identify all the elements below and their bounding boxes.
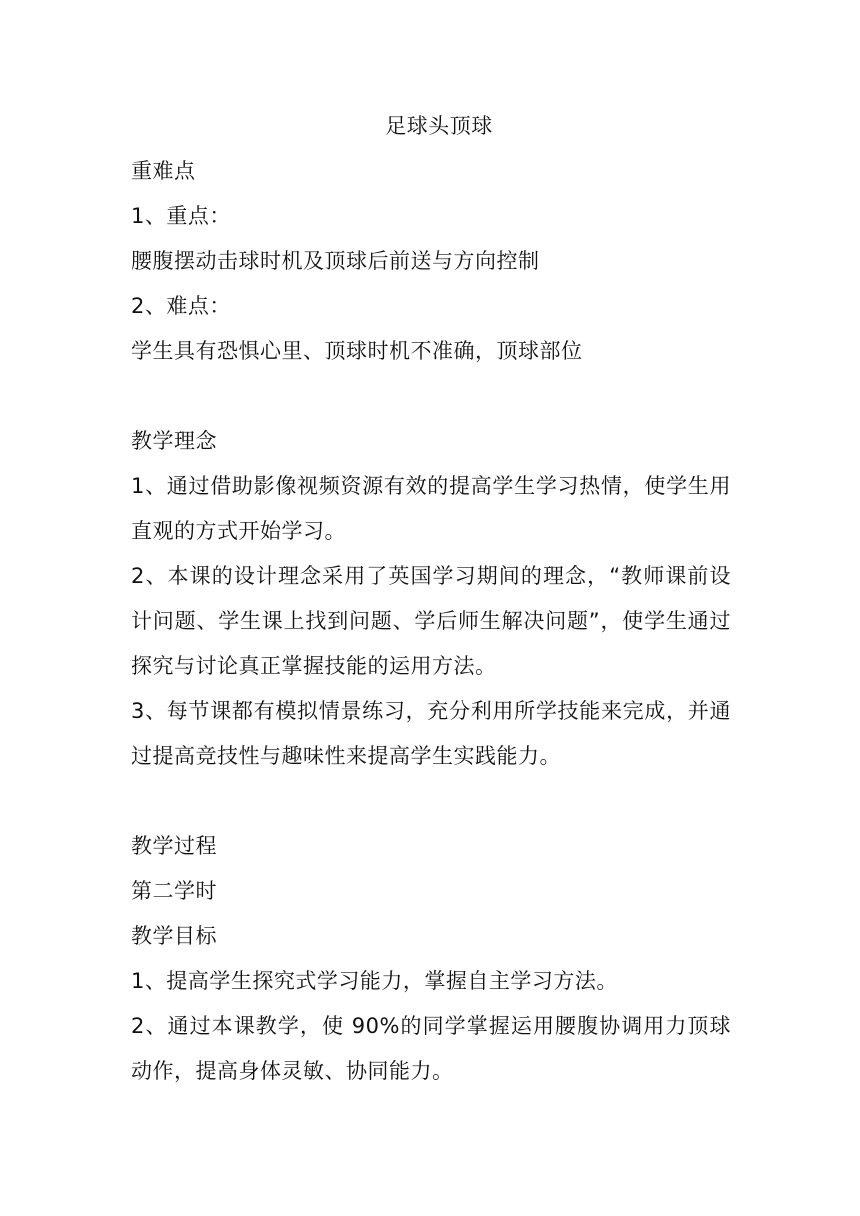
philosophy-item-2: 2、本课的设计理念采用了英国学习期间的理念，“教师课前设计问题、学生课上找到问题、学后师生解决问题”，使学生通过探究与讨论真正掌握技能的运用方法。 (131, 564, 731, 678)
document-title: 足球头顶球 (385, 114, 493, 138)
difficult-point-text: 学生具有恐惧心里、顶球时机不准确，顶球部位 (131, 339, 583, 363)
philosophy-heading: 教学理念 (131, 429, 217, 453)
difficulty-heading: 重难点 (131, 159, 196, 183)
objective-item-1: 1、提高学生探究式学习能力，掌握自主学习方法。 (131, 969, 618, 993)
philosophy-item-1: 1、通过借助影像视频资源有效的提高学生学习热情，使学生用直观的方式开始学习。 (131, 474, 731, 543)
difficult-point-label: 2、难点： (131, 294, 231, 318)
objectives-heading: 教学目标 (131, 924, 217, 948)
blank-line (131, 374, 731, 419)
document-body (131, 104, 731, 1094)
blank-line (131, 779, 731, 824)
key-point-text: 腰腹摆动击球时机及顶球后前送与方向控制 (131, 249, 540, 273)
objective-item-2: 2、通过本课教学，使 90%的同学掌握运用腰腹协调用力顶球动作，提高身体灵敏、协同能力。 (131, 1014, 731, 1083)
key-point-label: 1、重点： (131, 204, 231, 228)
philosophy-item-3: 3、每节课都有模拟情景练习，充分利用所学技能来完成，并通过提高竞技性与趣味性来提高学生实践能力。 (131, 699, 731, 768)
process-heading: 教学过程 (131, 834, 217, 858)
period-label: 第二学时 (131, 879, 217, 903)
